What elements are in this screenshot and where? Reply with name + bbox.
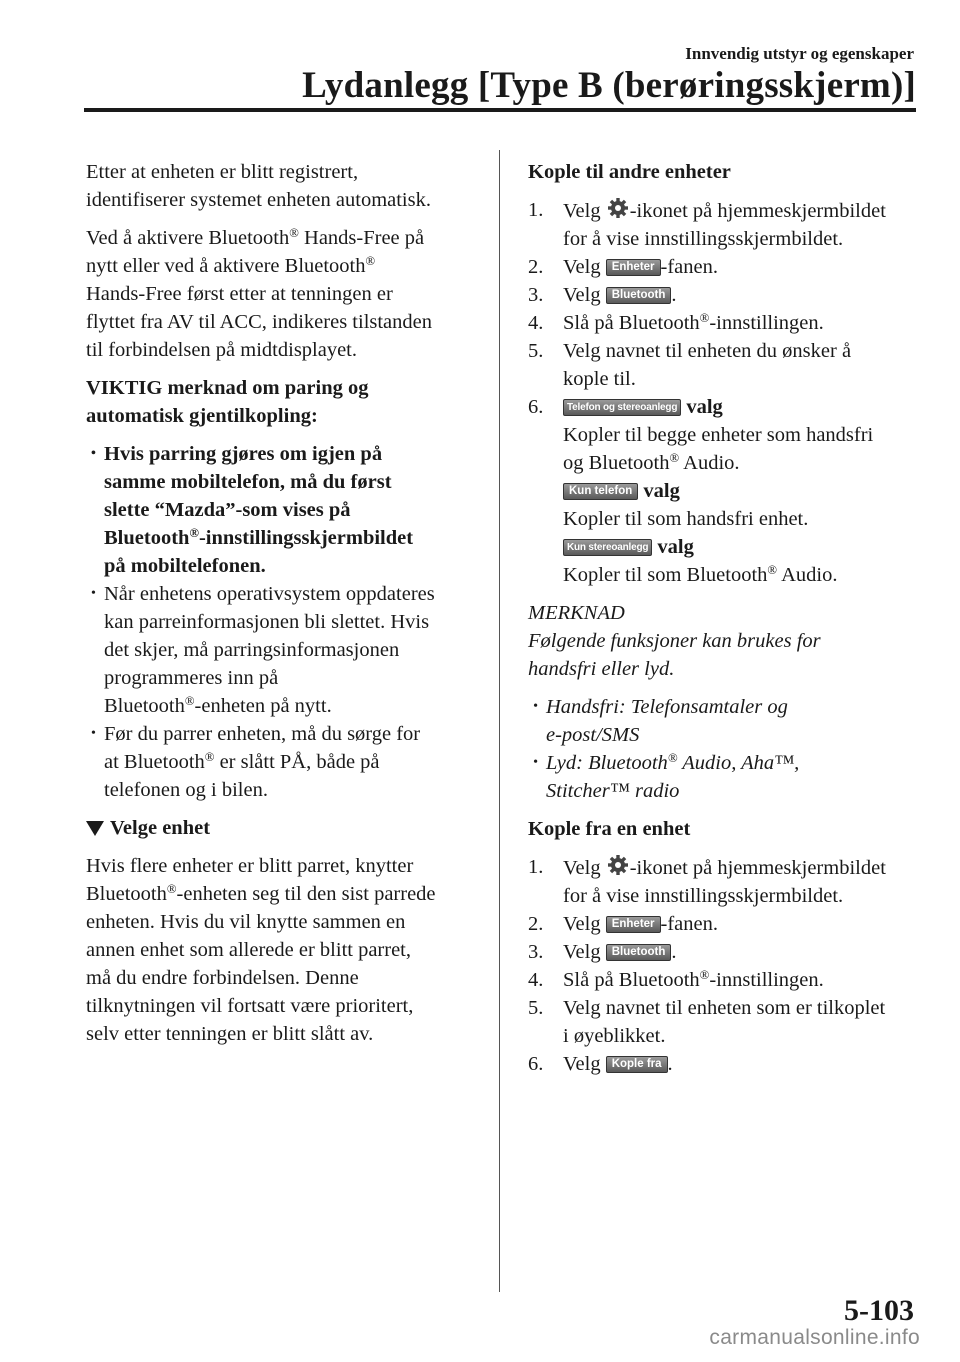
gear-icon[interactable] [606,853,630,877]
bluetooth-button[interactable]: Bluetooth [606,287,672,304]
disconnect-step-5: 5. Velg navnet til enheten som er tilkoplet i øyeblikket. [528,997,886,1047]
connect-step-5: 5. Velg navnet til enheten du ønsker å kople til. [528,340,852,390]
bullet-icon: • [533,755,538,770]
paragraph-registered: Etter at enheten er blitt registrert, identifiserer systemet enheten automatisk. [86,161,431,211]
connect-heading: Kople til andre enheter [528,161,731,183]
important-note-title: VIKTIG merknad om paring og automatisk gjentilkopling: [86,377,369,427]
connect-step-2: 2. Velg Enheter -fanen. [528,256,719,278]
gear-icon[interactable] [606,196,630,220]
disconnect-step-6: 6. Velg Kople fra . [528,1053,673,1075]
page-title: Lydanlegg [Type B (berøringsskjerm)] [302,65,916,106]
bullet-icon: • [533,699,538,714]
page-number: 5-103 [844,1294,914,1327]
chapter-title: Innvendig utstyr og egenskaper [685,44,914,63]
connect-step-6: 6. Telefon og stereoanlegg valg Kopler til begge enheter som handsfri og Bluetooth® Audio. Kun telefon valg Kopler til som handsfri enhet. Kun stereoanlegg valg Kopler til som Bluetooth® Audio. [528,396,874,586]
note-block: MERKNAD Følgende funksjoner kan brukes for handsfri eller lyd. [528,599,928,683]
note-bullet-handsfree: • Handsfri: Telefonsamtaler og e-post/SMS [528,693,928,749]
disconnect-button[interactable]: Kople fra [606,1056,668,1073]
right-column [528,158,928,1078]
triangle-down-icon [86,821,104,836]
phone-and-audio-button[interactable]: Telefon og stereoanlegg [563,399,681,416]
connect-step-4: 4. Slå på Bluetooth®-innstillingen. [528,311,824,334]
note-title: MERKNAD [528,602,625,624]
disconnect-step-1: 1. Velg -ikonet på hjemmeskjermbildet for å vise innstillingsskjermbildet. [528,853,928,910]
bullet-icon: • [91,446,96,461]
watermark: carmanualsonline.info [709,1326,920,1349]
bullet-before-pairing: • Før du parrer enheten, må du sørge for at Bluetooth® er slått PÅ, både på telefonen og i bilen. [86,720,476,804]
disconnect-step-4: 4. Slå på Bluetooth®-innstillingen. [528,968,824,991]
left-column [86,158,476,1048]
phone-only-button[interactable]: Kun telefon [563,483,638,500]
connect-step-1: 1. Velg -ikonet på hjemmeskjermbildet for å vise innstillingsskjermbildet. [528,196,928,253]
paragraph-handsfree: Ved å aktivere Bluetooth® Hands-Free på nytt eller ved å aktivere Bluetooth® Hands-Free først etter at tenningen er flyttet fra AV til ACC, indikeres tilstanden til forbindelsen på midtdisplayet. [86,226,433,361]
bluetooth-button[interactable]: Bluetooth [606,944,672,961]
audio-only-button[interactable]: Kun stereoanlegg [563,539,652,556]
bullet-os-update: • Når enhetens operativsystem oppdateres kan parreinformasjonen bli slettet. Hvis det skjer, må parringsinformasjonen programmeres inn på Bluetooth®-enheten på nytt. [86,580,476,720]
bullet-icon: • [91,586,96,601]
disconnect-step-2: 2. Velg Enheter -fanen. [528,913,719,935]
connect-step-3: 3. Velg Bluetooth . [528,284,677,306]
devices-tab-button[interactable]: Enheter [606,916,661,933]
disconnect-heading: Kople fra en enhet [528,818,691,840]
section-heading-select-device: Velge enhet [86,814,476,842]
devices-tab-button[interactable]: Enheter [606,259,661,276]
bullet-icon: • [91,726,96,741]
disconnect-step-3: 3. Velg Bluetooth . [528,941,677,963]
header-rule [84,108,916,112]
note-bullet-audio: • Lyd: Bluetooth® Audio, Aha™, Stitcher™ radio [528,749,928,805]
bullet-repair-pairing: • Hvis parring gjøres om igjen på samme mobiltelefon, må du først slette “Mazda”-som vises på Bluetooth®-innstillingsskjermbildet på mobiltelefonen. [86,440,476,580]
column-divider [499,150,500,1292]
paragraph-select-device: Hvis flere enheter er blitt parret, knytter Bluetooth®-enheten seg til den sist parrede enheten. Hvis du vil knytte sammen en annen enhet som allerede er blitt parret, må du endre forbindelsen. Denne tilknytningen vil fortsatt være prioritert, selv etter tenningen er blitt slått av. [86,855,436,1045]
